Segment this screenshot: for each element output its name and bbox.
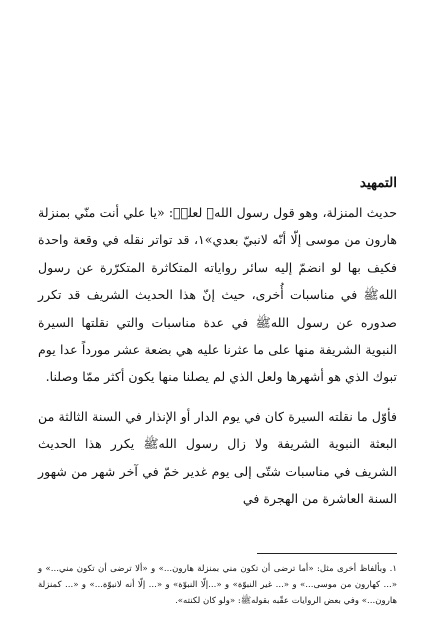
- paragraph-2: فأوّل ما نقلته السيرة كان في يوم الدار أو الإنذار في السنة الثالثة من البعثة النبوية الشريفة ولا زال رسول اللهﷺ يكرر هذا الحديث الشريف في مناسبات شتّى إلى يوم غدير خمّ في آخر شهر من شهور السنة العاشرة من الهجرة في: [38, 409, 397, 507]
- footnote: ١. وبألفاظ أخرى مثل: «أما ترضى أن تكون مني بمنزلة هارون...» و «ألا ترضى أن تكون مني...» و «... كهارون من موسى...» و «... غير النبوّة» و «...إلّا النبوّة» و «... إلّا أنه لانبوّة...» و «... كمنزلة هارون...» وفي بعض الروايات عقّبه بقولهﷺ: «ولو كان لكنته».: [38, 564, 397, 606]
- section-heading: التمهيد: [359, 175, 397, 191]
- paragraph-1: حديث المنزلة، وهو قول رسول اللهﷺ لعليؑ: «يا علي أنت منّي بمنزلة هارون من موسى إلّا أنّه لانبيّ بعدي»١، قد تواتر نقله في وقعة واحدة فكيف بها لو انضمّ إليه سائر رواياته المتكاثرة المتكرّرة عن رسول اللهﷺ في مناسبات أُخرى، حيث إنّ هذا الحديث الشريف قد تكرر صدوره عن رسول اللهﷺ في عدة مناسبات والتي نقلتها السيرة النبوية الشريفة منها على ما عثرنا عليه هي بضعة عشر مورداً عدا يوم تبوك الذي هو أشهرها ولعل الذي لم يصلنا منها يكون أكثر ممّا وصلنا.: [38, 205, 398, 385]
- footnote-separator: [257, 553, 397, 554]
- document-page: [38, 0, 397, 619]
